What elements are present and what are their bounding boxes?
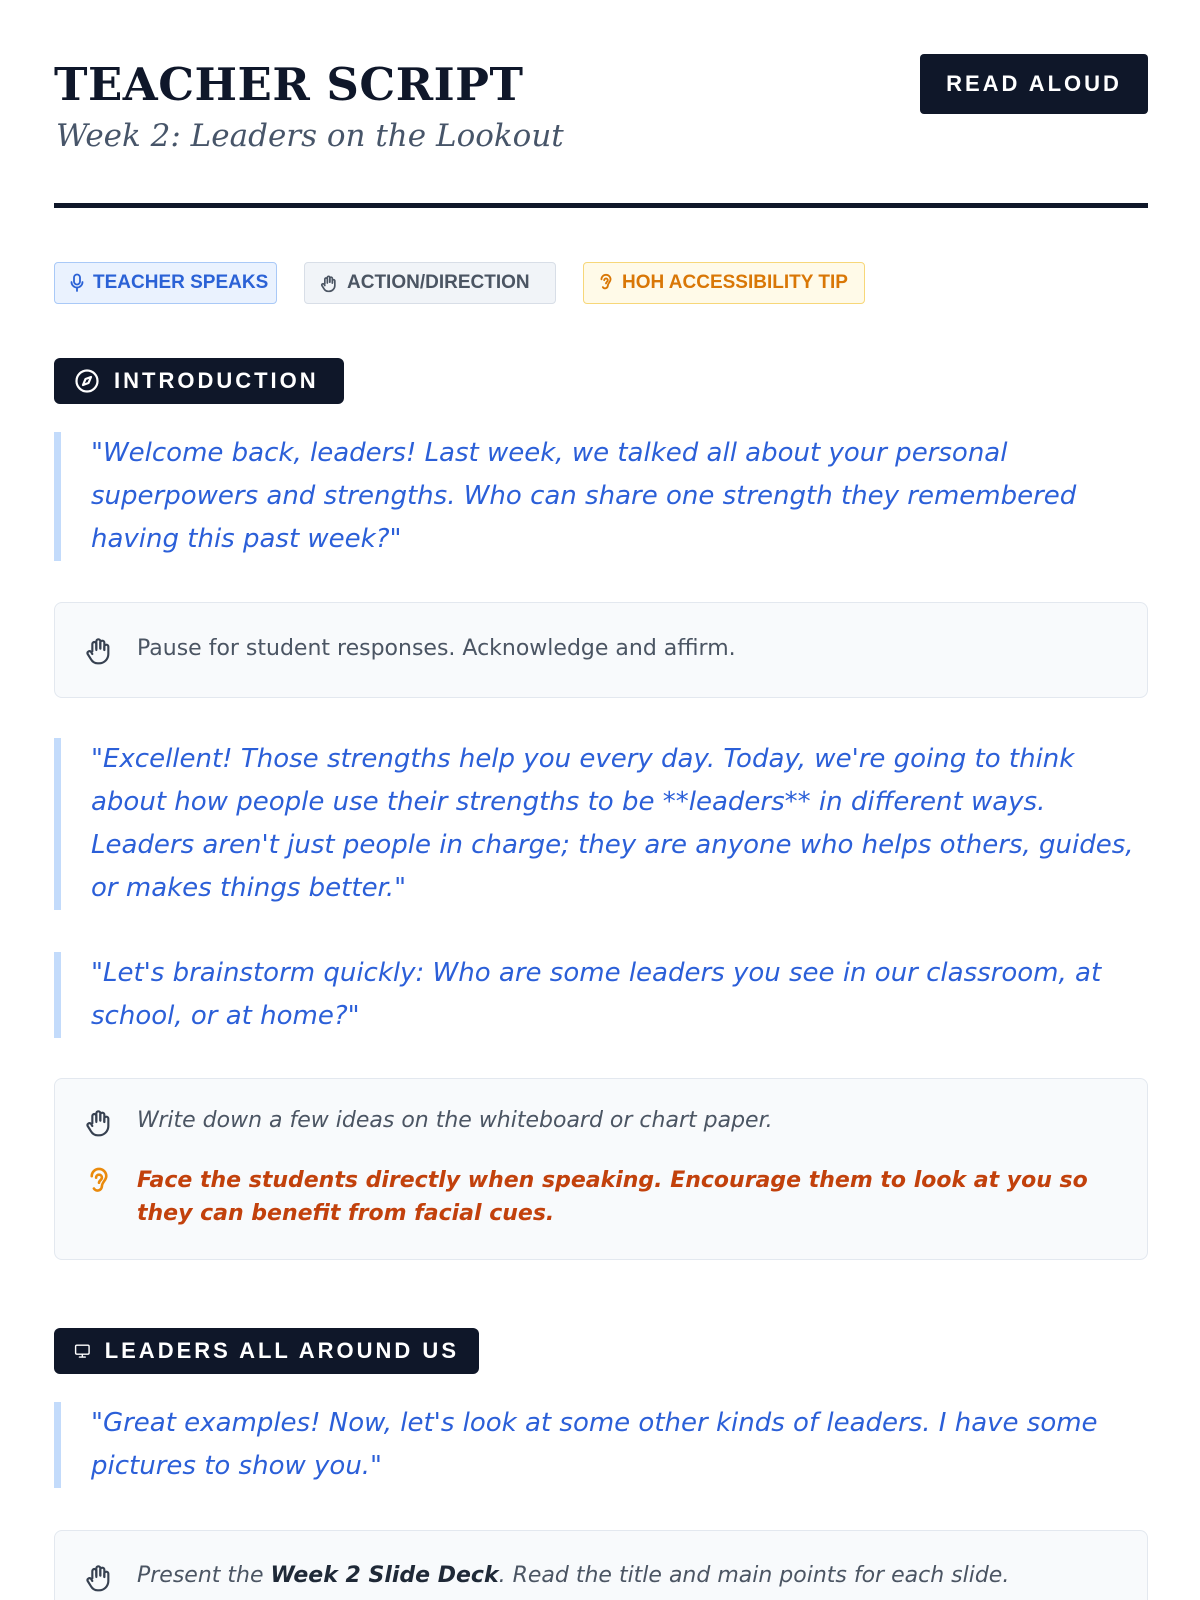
action-row: [81, 1104, 1107, 1140]
legend: [54, 262, 1148, 304]
ear-icon: [598, 273, 614, 293]
legend-action-direction-label: ACTION/DIRECTION: [347, 272, 530, 293]
action-text-pre: Present the: [137, 1563, 271, 1588]
teacher-speech-3: "Let's brainstorm quickly: Who are some leaders you see in our classroom, at school, or at home?": [54, 952, 1148, 1038]
action-box-2: [54, 1078, 1148, 1260]
slide-deck-name: Week 2 Slide Deck: [270, 1563, 499, 1588]
ear-icon: [81, 1164, 117, 1200]
action-text: [137, 1559, 1009, 1592]
hoh-tip-text: Face the students directly when speaking. Encourage them to look at you so they can benefit from facial cues.: [137, 1168, 1088, 1226]
hand-icon: [81, 1104, 117, 1140]
action-box-3: [54, 1530, 1148, 1600]
legend-hoh-tip: [583, 262, 865, 304]
teacher-speech-4: "Great examples! Now, let's look at some other kinds of leaders. I have some pictures to show you.": [54, 1402, 1148, 1488]
action-row: [81, 1559, 1107, 1595]
hand-icon: [81, 1559, 117, 1595]
action-box-1: [54, 602, 1148, 698]
action-text: Pause for student responses. Acknowledge and affirm.: [137, 636, 736, 661]
teacher-speech-2: "Excellent! Those strengths help you every day. Today, we're going to think about how people use their strengths to be **leaders** in different ways. Leaders aren't just people in charge; they are anyone who helps others, guides, or makes things better.": [54, 738, 1148, 910]
section-label-leaders-all-around-us: LEADERS ALL AROUND US: [104, 1338, 459, 1363]
hand-icon: [81, 632, 117, 668]
page-subtitle: Week 2: Leaders on the Lookout: [56, 118, 564, 154]
section-header-introduction: [54, 358, 344, 404]
page-title: TEACHER SCRIPT: [54, 58, 524, 111]
legend-hoh-tip-label: HOH ACCESSIBILITY TIP: [622, 272, 848, 293]
tip-row: [81, 1164, 1107, 1230]
compass-icon: [74, 368, 100, 394]
header: [54, 0, 1148, 208]
teacher-speech-1: "Welcome back, leaders! Last week, we talked all about your personal superpowers and strengths. Who can share one strength they remembered having this past week?": [54, 432, 1148, 561]
action-text: Write down a few ideas on the whiteboard or chart paper.: [137, 1108, 773, 1133]
monitor-icon: [74, 1338, 91, 1364]
legend-teacher-speaks: [54, 262, 277, 304]
teacher-script-page: [54, 0, 1148, 1588]
read-aloud-button[interactable]: READ ALOUD: [920, 54, 1148, 114]
legend-action-direction: [304, 262, 556, 304]
hand-icon: [319, 273, 339, 293]
action-text-post: . Read the title and main points for each slide.: [498, 1563, 1010, 1588]
microphone-icon: [69, 273, 85, 293]
section-label-introduction: INTRODUCTION: [114, 368, 319, 393]
action-row: [81, 632, 1107, 668]
section-header-leaders-all-around-us: [54, 1328, 479, 1374]
legend-teacher-speaks-label: TEACHER SPEAKS: [93, 272, 269, 293]
